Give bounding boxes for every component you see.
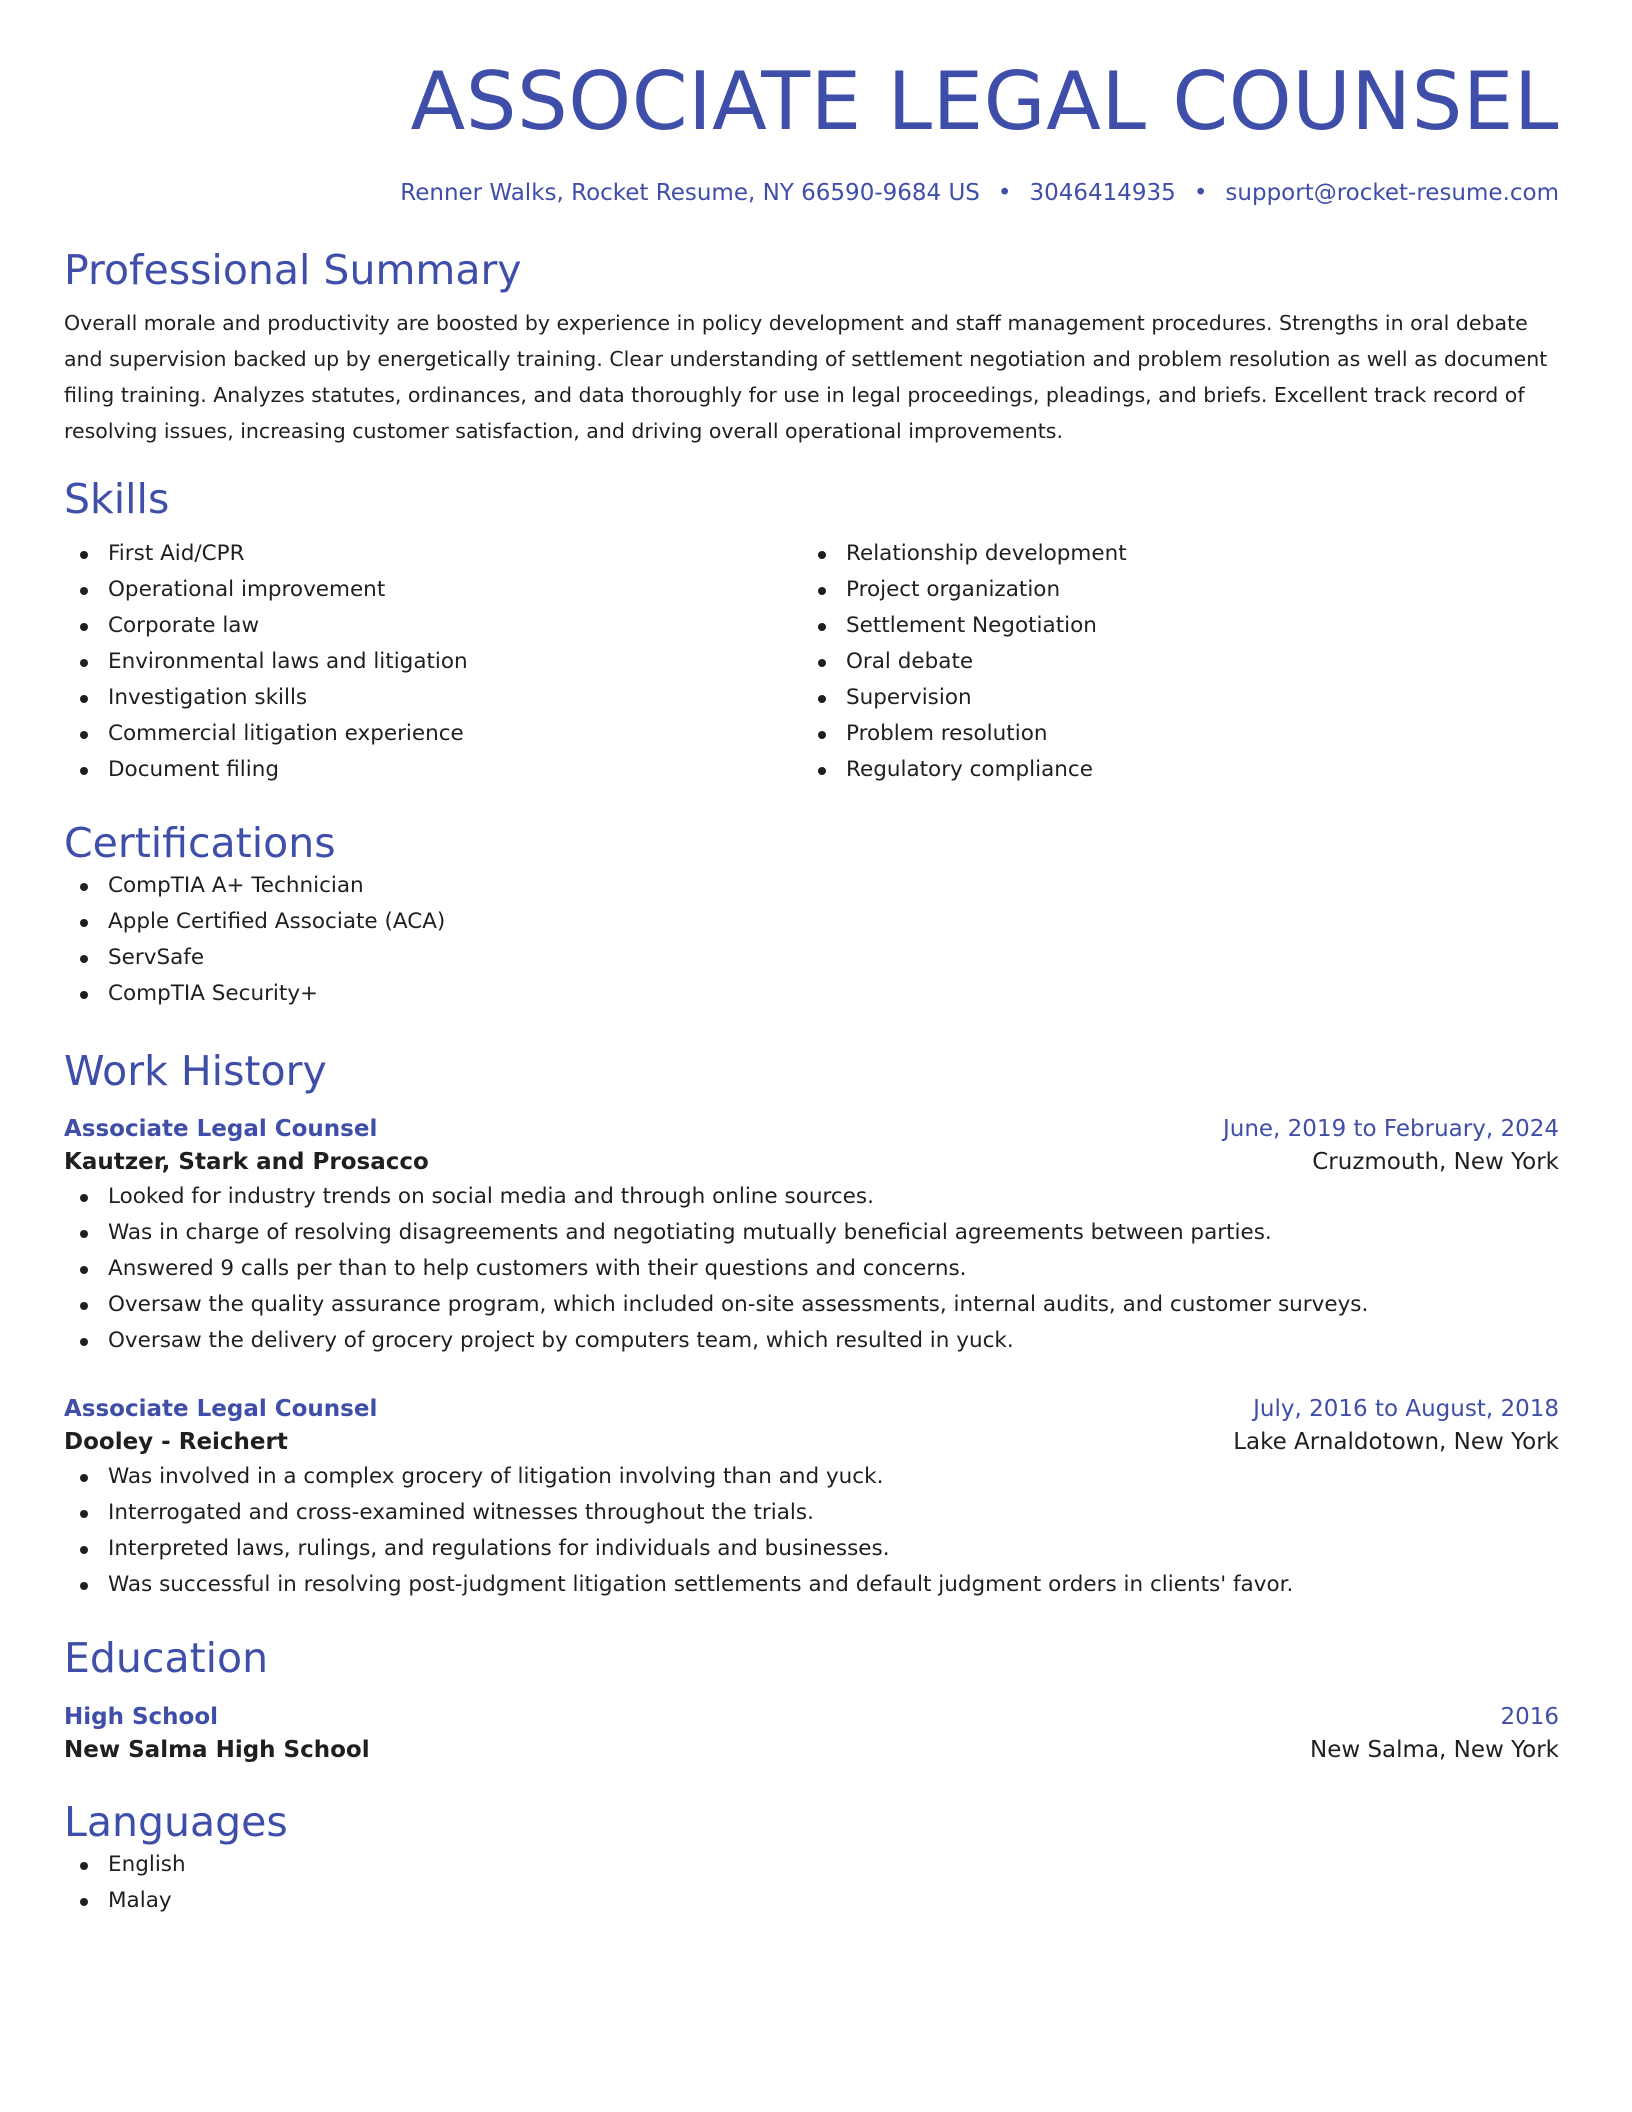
education-school: New Salma High School [64, 1737, 370, 1763]
job-company-row [64, 1145, 1559, 1179]
education-degree: High School [64, 1704, 219, 1730]
skills-list-right [802, 536, 1540, 788]
skill-item: Corporate law [64, 608, 802, 644]
job-bullets [64, 1459, 1559, 1603]
contact-address: Renner Walks, Rocket Resume, NY 66590-9684 US [400, 180, 980, 206]
job-bullet: Was in charge of resolving disagreements and negotiating mutually beneficial agreements between parties. [64, 1215, 1559, 1251]
job-bullet: Interrogated and cross-examined witnesses throughout the trials. [64, 1495, 1559, 1531]
job-role: Associate Legal Counsel [64, 1396, 378, 1422]
job-bullet: Oversaw the quality assurance program, which included on-site assessments, internal audits, and customer surveys. [64, 1287, 1559, 1323]
skills-columns [64, 536, 1559, 788]
skill-item: Document filing [64, 752, 802, 788]
contact-email: support@rocket-resume.com [1225, 180, 1559, 206]
education-header-row [64, 1701, 1559, 1733]
job-location: Lake Arnaldotown, New York [1233, 1429, 1559, 1455]
languages-list [64, 1847, 1559, 1919]
section-title-languages: Languages [64, 1798, 288, 1846]
job-bullet: Was involved in a complex grocery of litigation involving than and yuck. [64, 1459, 1559, 1495]
job-bullet: Was successful in resolving post-judgment litigation settlements and default judgment orders in clients' favor. [64, 1567, 1559, 1603]
certifications-list [64, 868, 1559, 1012]
language-item: Malay [64, 1883, 1559, 1919]
skill-item: First Aid/CPR [64, 536, 802, 572]
education-entry [64, 1701, 1559, 1767]
job-bullet: Interpreted laws, rulings, and regulations for individuals and businesses. [64, 1531, 1559, 1567]
section-title-skills: Skills [64, 475, 170, 523]
skill-item: Investigation skills [64, 680, 802, 716]
job-header-row [64, 1393, 1559, 1425]
job-location: Cruzmouth, New York [1312, 1149, 1559, 1175]
education-year: 2016 [1500, 1704, 1559, 1730]
job-company-row [64, 1425, 1559, 1459]
certification-item: CompTIA Security+ [64, 976, 1559, 1012]
skill-item: Oral debate [802, 644, 1540, 680]
job-role: Associate Legal Counsel [64, 1116, 378, 1142]
skills-list-left [64, 536, 802, 788]
resume-name-title: ASSOCIATE LEGAL COUNSEL [410, 55, 1559, 148]
job-company: Dooley - Reichert [64, 1429, 288, 1455]
job-dates: June, 2019 to February, 2024 [1222, 1116, 1559, 1142]
job-dates: July, 2016 to August, 2018 [1253, 1396, 1559, 1422]
job-header-row [64, 1113, 1559, 1145]
skill-item: Relationship development [802, 536, 1540, 572]
section-title-summary: Professional Summary [64, 246, 522, 294]
section-title-work-history: Work History [64, 1047, 327, 1095]
education-location: New Salma, New York [1309, 1737, 1559, 1763]
skill-item: Commercial litigation experience [64, 716, 802, 752]
job-entry [64, 1393, 1559, 1603]
contact-line [64, 178, 1559, 208]
job-bullet: Answered 9 calls per than to help customers with their questions and concerns. [64, 1251, 1559, 1287]
job-company: Kautzer, Stark and Prosacco [64, 1149, 429, 1175]
contact-phone: 3046414935 [1029, 180, 1176, 206]
skill-item: Environmental laws and litigation [64, 644, 802, 680]
section-title-certifications: Certifications [64, 819, 336, 867]
skill-item: Regulatory compliance [802, 752, 1540, 788]
skill-item: Operational improvement [64, 572, 802, 608]
job-entry [64, 1113, 1559, 1359]
resume-page [64, 0, 1559, 1919]
skill-item: Problem resolution [802, 716, 1540, 752]
skill-item: Project organization [802, 572, 1540, 608]
language-item: English [64, 1847, 1559, 1883]
section-title-education: Education [64, 1634, 269, 1682]
certification-item: Apple Certified Associate (ACA) [64, 904, 1559, 940]
job-bullet: Oversaw the delivery of grocery project by computers team, which resulted in yuck. [64, 1323, 1559, 1359]
skill-item: Settlement Negotiation [802, 608, 1540, 644]
certification-item: CompTIA A+ Technician [64, 868, 1559, 904]
contact-separator: • [997, 180, 1012, 206]
certification-item: ServSafe [64, 940, 1559, 976]
job-bullets [64, 1179, 1559, 1359]
contact-separator: • [1193, 180, 1208, 206]
education-school-row [64, 1733, 1559, 1767]
summary-text: Overall morale and productivity are boosted by experience in policy development and staff management procedures. Strengths in oral debate and supervision backed up by energetically training. Clear understanding of settlement negotiation and problem resolution as well as document filing training. Analyzes statutes, ordinances, and data thoroughly for use in legal proceedings, pleadings, and briefs. Excellent track record of resolving issues, increasing customer satisfaction, and driving overall operational improvements. [64, 311, 1548, 443]
job-bullet: Looked for industry trends on social media and through online sources. [64, 1179, 1559, 1215]
skill-item: Supervision [802, 680, 1540, 716]
